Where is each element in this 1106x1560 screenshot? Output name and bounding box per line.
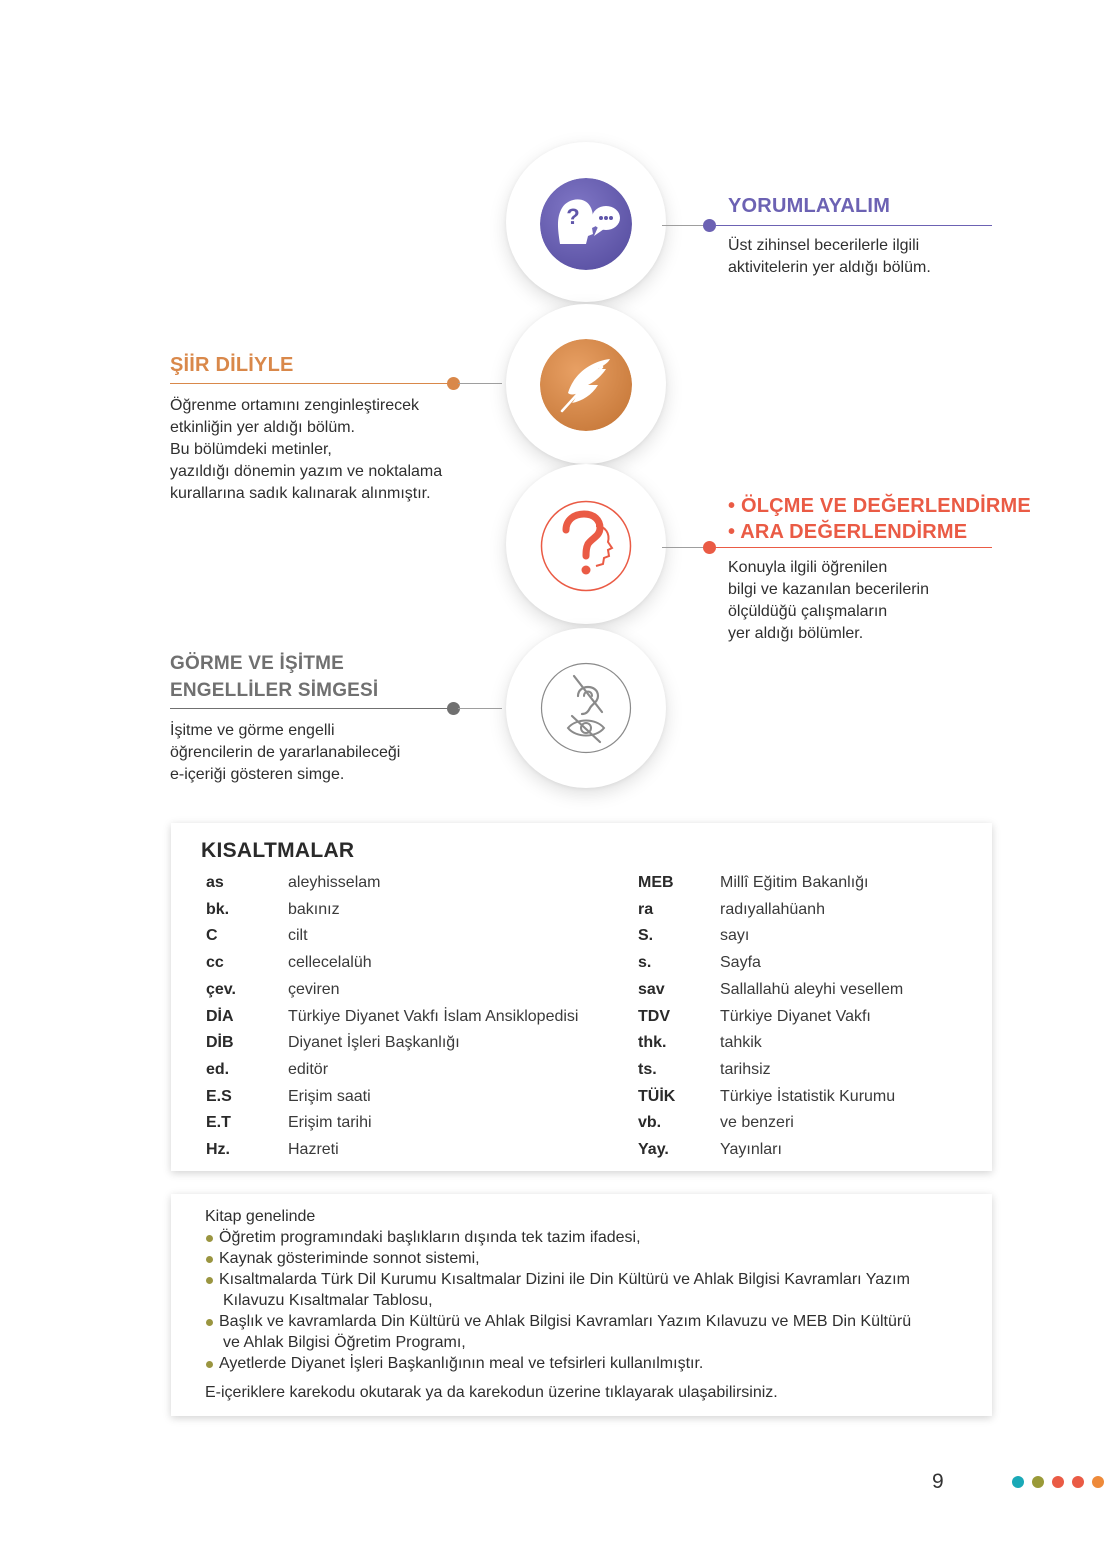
section-desc-olcme: Konuyla ilgili öğrenilen bilgi ve kazanılan becerilerin ölçüldüğü çalışmaların yer aldığı bölümler.	[728, 559, 929, 642]
section-desc-gorme: İşitme ve görme engelli öğrencilerin de yararlanabileceği e-içeriği gösteren simge.	[170, 722, 401, 783]
notes-footer: E-içeriklere karekodu okutarak ya da karekodun üzerine tıklayarak ulaşabilirsiniz.	[205, 1384, 778, 1401]
section-title-siir: ŞİİR DİLİYLE	[170, 354, 294, 376]
section-title-ara-degerlendirme: • ARA DEĞERLENDİRME	[728, 521, 968, 543]
bullet-dot	[206, 1256, 213, 1263]
hearing-vision-disabled-icon	[540, 662, 632, 754]
decor-dot-5	[1092, 1476, 1104, 1488]
page-number: 9	[932, 1470, 944, 1493]
notes-intro: Kitap genelinde	[205, 1208, 316, 1225]
section-title-gorme: GÖRME VE İŞİTME	[170, 653, 345, 674]
connector-dot-3	[703, 541, 716, 554]
section-title-yorumlayalim: YORUMLAYALIM	[728, 195, 891, 217]
bullet-dot	[206, 1277, 213, 1284]
section-underline-olcme	[716, 547, 992, 548]
connector-line-2	[458, 383, 502, 384]
section-underline-siir	[170, 383, 450, 384]
section-desc-yorumlayalim: Üst zihinsel becerilerle ilgili aktivitelerin yer aldığı bölüm.	[728, 237, 931, 276]
svg-text:?: ?	[566, 204, 580, 229]
list-item: Öğretim programındaki başlıkların dışında tek tazim ifadesi,	[205, 1227, 965, 1248]
notes-list	[205, 1227, 965, 1374]
list-item: Kısaltmalarda Türk Dil Kurumu Kısaltmalar Dizini ile Din Kültürü ve Ahlak Bilgisi Kavramları Yazım Kılavuzu Kısaltmalar Tablosu,	[205, 1269, 965, 1311]
list-item: Kaynak gösteriminde sonnot sistemi,	[205, 1248, 965, 1269]
question-head-icon	[540, 500, 632, 592]
bullet-dot	[206, 1319, 213, 1326]
decor-dot-3	[1052, 1476, 1064, 1488]
section-title-engelliler: ENGELLİLER SİMGESİ	[170, 680, 379, 701]
decor-dot-1	[1012, 1476, 1024, 1488]
connector-line-4	[458, 708, 502, 709]
decor-dot-4	[1072, 1476, 1084, 1488]
section-underline-gorme	[170, 708, 450, 709]
section-desc-siir: Öğrenme ortamını zenginleştirecek etkinliğin yer aldığı bölüm. Bu bölümdeki metinler, yazıldığı dönemin yazım ve noktalama kurallarına sadık kalınarak alınmıştır.	[170, 397, 443, 502]
abbreviations-box: KISALTMALAR as aleyhisselam bk. bakınız C cilt cc cellecelalüh çev. çeviren DİA Türkiye Diyanet Vakfı İslam Ansiklopedisi DİB Diyanet İşleri Başkanlığı ed. editör E.S Erişim saati E.T Erişim tarihi Hz. Hazreti MEB Millî Eğitim Bakanlığı ra radıyallahüanh S. sayı s. Sayfa sav Sallallahü aleyhi vesellem TDV Türkiye Diyanet Vakfı thk. tahkik ts. tarihsiz TÜİK Türkiye İstatistik Kurumu vb. ve benzeri Yay. Yayınları	[171, 823, 992, 1171]
feather-icon	[540, 339, 632, 431]
section-title-olcme: • ÖLÇME VE DEĞERLENDİRME	[728, 495, 1031, 517]
notes-box	[171, 1194, 992, 1416]
thinking-head-icon	[540, 178, 632, 270]
list-item: Başlık ve kavramlarda Din Kültürü ve Ahlak Bilgisi Kavramları Yazım Kılavuzu ve MEB Din Kültürü ve Ahlak Bilgisi Öğretim Programı,	[205, 1311, 965, 1353]
list-item: Ayetlerde Diyanet İşleri Başkanlığının meal ve tefsirleri kullanılmıştır.	[205, 1353, 965, 1374]
bullet-dot	[206, 1235, 213, 1242]
abbreviations-title: KISALTMALAR	[201, 839, 355, 862]
decor-dot-2	[1032, 1476, 1044, 1488]
icon-abc-label: abc	[574, 526, 590, 536]
bullet-dot	[206, 1361, 213, 1368]
connector-dot-1	[703, 219, 716, 232]
section-underline-yorumlayalim	[716, 225, 992, 226]
